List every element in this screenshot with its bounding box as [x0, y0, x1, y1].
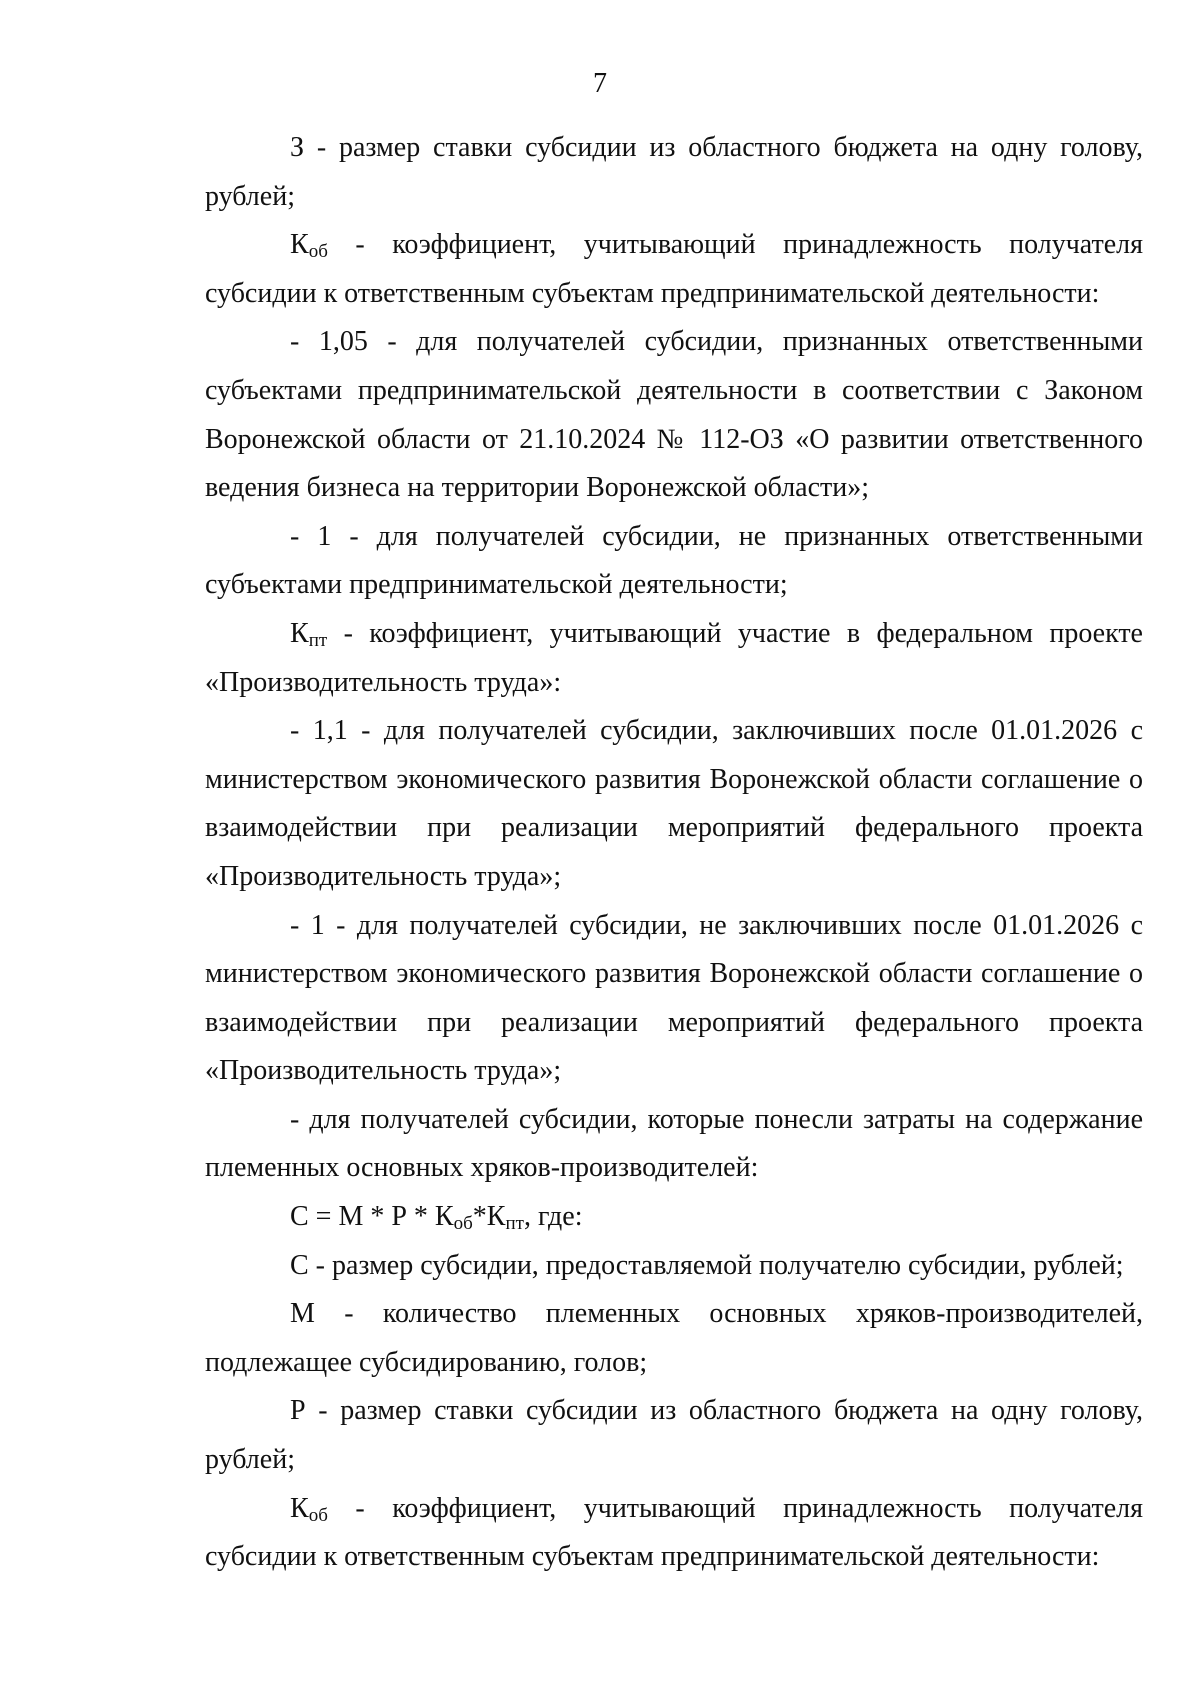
paragraph-kpt-value-11: - 1,1 - для получателей субсидии, заключивших после 01.01.2026 с министерством экономического развития Воронежской области соглашение о взаимодействии при реализации мероприятий федерального проекта «Производительность труда»; — [205, 715, 1143, 892]
coef-description: - коэффициент, учитывающий принадлежность получателя субсидии к ответственным субъектам предпринимательской деятельности: — [205, 1492, 1143, 1573]
paragraph-rate-r: Р - размер ставки субсидии из областного бюджета на одну голову, рублей; — [205, 1395, 1143, 1476]
paragraph-rate-z: З - размер ставки субсидии из областного бюджета на одну голову, рублей; — [205, 132, 1143, 212]
formula-part: С = М * Р * К — [290, 1201, 454, 1233]
formula-subscript: пт — [505, 1213, 524, 1235]
paragraph-coef-kob-definition — [205, 221, 1143, 318]
coef-symbol: К — [290, 1492, 309, 1524]
coef-subscript: об — [308, 1504, 328, 1526]
formula-subscript: об — [453, 1213, 473, 1235]
formula-part: *К — [472, 1201, 506, 1233]
coef-subscript: пт — [308, 629, 328, 651]
coef-description: - коэффициент, учитывающий принадлежность получателя субсидии к ответственным субъектам предпринимательской деятельности: — [205, 229, 1143, 309]
paragraph-coef-kpt-definition — [205, 610, 1143, 707]
paragraph-kpt-value-1: - 1 - для получателей субсидии, не заключивших после 01.01.2026 с министерством экономического развития Воронежской области соглашение о взаимодействии при реализации мероприятий федерального проекта «Производительность труда»; — [205, 909, 1143, 1087]
coef-description: - коэффициент, учитывающий участие в федеральном проекте «Производительность труда»: — [205, 617, 1143, 698]
paragraph-coef-kob-definition-repeat — [205, 1485, 1143, 1582]
coef-subscript: об — [308, 241, 328, 263]
paragraph-kob-value-1: - 1 - для получателей субсидии, не признанных ответственными субъектами предпринимательской деятельности; — [205, 520, 1143, 601]
coef-symbol: К — [290, 229, 309, 261]
paragraph-kob-value-105: - 1,05 - для получателей субсидии, признанных ответственными субъектами предпринимательской деятельности в соответствии с Законом Воронежской области от 21.10.2024 № 112-ОЗ «О развитии ответственного ведения бизнеса на территории Воронежской области»; — [205, 326, 1143, 504]
paragraph-subsidy-c: С - размер субсидии, предоставляемой получателю субсидии, рублей; — [290, 1249, 1124, 1281]
paragraph-quantity-m: М - количество племенных основных хряков-производителей, подлежащее субсидированию, голов; — [205, 1298, 1143, 1378]
coef-symbol: К — [290, 617, 309, 649]
formula-line — [205, 1193, 1143, 1242]
page-number: 7 — [593, 68, 607, 99]
formula-part: , где: — [523, 1201, 583, 1233]
document-body — [205, 124, 1143, 1582]
paragraph-boars-intro: - для получателей субсидии, которые понесли затраты на содержание племенных основных хряков-производителей: — [205, 1103, 1143, 1184]
